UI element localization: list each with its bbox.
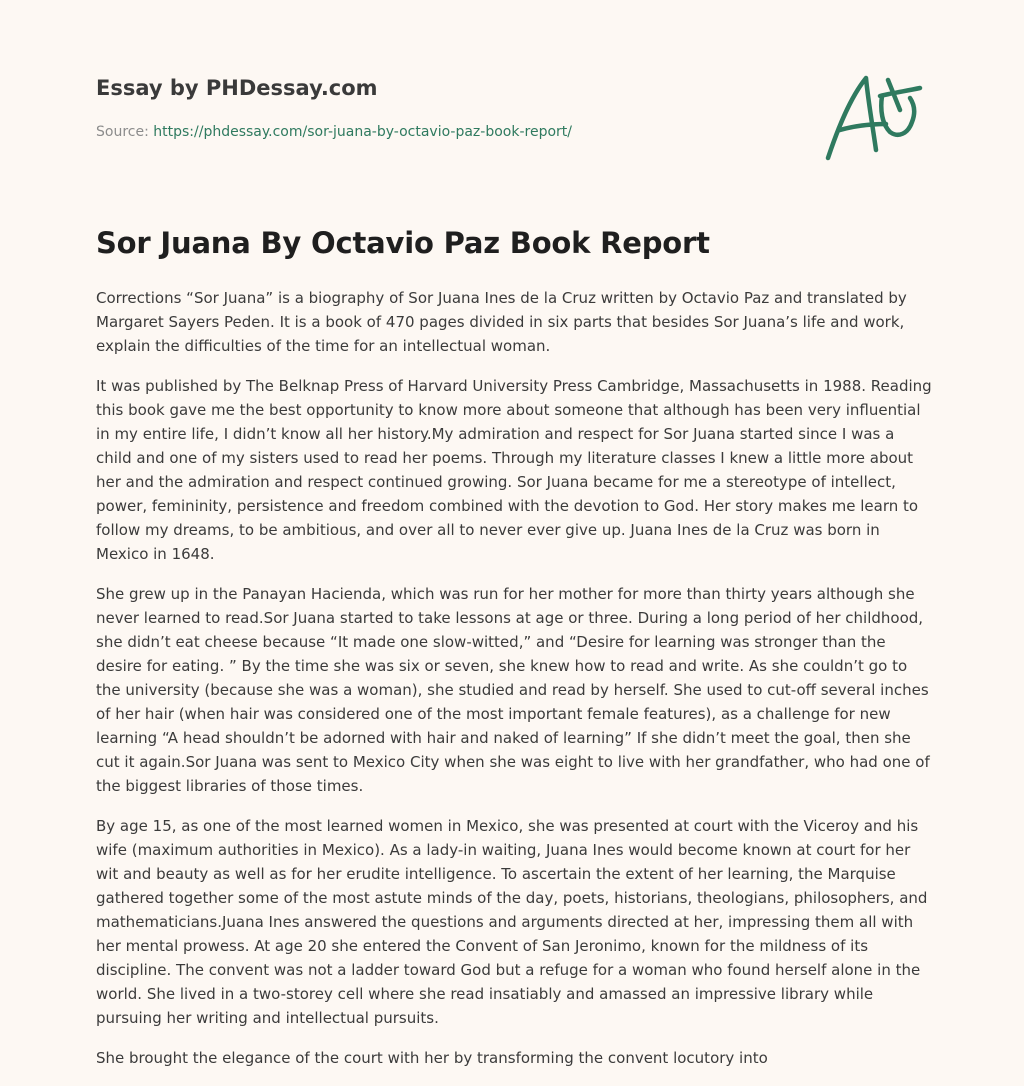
page-header [96,0,932,200]
source-link[interactable]: https://phdessay.com/sor-juana-by-octavio-paz-book-report/ [153,124,572,140]
a-plus-grade-icon [824,66,928,166]
paragraph: Corrections “Sor Juana” is a biography of Sor Juana Ines de la Cruz written by Octavio Paz and translated by Margaret Sayers Peden. It is a book of 470 pages divided in six parts that besides Sor Juana’s life and work, explain the difficulties of the time for an intellectual woman. [96,289,907,355]
paragraph: By age 15, as one of the most learned women in Mexico, she was presented at court with the Viceroy and his wife (maximum authorities in Mexico). As a lady-in waiting, Juana Ines would become known at court for her wit and beauty as well as for her erudite intelligence. To ascertain the extent of her learning, the Marquise gathered together some of the most astute minds of the day, poets, historians, theologians, philosophers, and mathematicians.Juana Ines answered the questions and arguments directed at her, impressing them all with her mental prowess. At age 20 she entered the Convent of San Jeronimo, known for the mildness of its discipline. The convent was not a ladder toward God but a refuge for a woman who found herself alone in the world. She lived in a two-storey cell where she read insatiably and amassed an impressive library while pursuing her writing and intellectual pursuits. [96,817,928,1027]
paragraph: She brought the elegance of the court with her by transforming the convent locutory into [96,1049,768,1067]
paragraph: It was published by The Belknap Press of Harvard University Press Cambridge, Massachusetts in 1988. Reading this book gave me the best opportunity to know more about someone that although has been very influential in my entire life, I didn’t know all her history.My admiration and respect for Sor Juana started since I was a child and one of my sisters used to read her poems. Through my literature classes I knew a little more about her and the admiration and respect continued growing. Sor Juana became for me a stereotype of intellect, power, femininity, persistence and freedom combined with the devotion to God. Her story makes me learn to follow my dreams, to be ambitious, and over all to never ever give up. Juana Ines de la Cruz was born in Mexico in 1648. [96,377,932,563]
paragraph: She grew up in the Panayan Hacienda, which was run for her mother for more than thirty years although she never learned to read.Sor Juana started to take lessons at age or three. During a long period of her childhood, she didn’t eat cheese because “It made one slow-witted,” and “Desire for learning was stronger than the desire for eating. ” By the time she was six or seven, she knew how to read and write. As she couldn’t go to the university (because she was a woman), she studied and read by herself. She used to cut-off several inches of her hair (when hair was considered one of the most important female features), as a challenge for new learning “A head shouldn’t be adorned with hair and naked of learning” If she didn’t meet the goal, then she cut it again.Sor Juana was sent to Mexico City when she was eight to live with her grandfather, who had one of the biggest libraries of those times. [96,585,930,795]
article-body [96,286,932,1086]
source-label: Source: [96,124,154,140]
source-line [96,124,572,140]
article-title: Sor Juana By Octavio Paz Book Report [96,226,710,260]
site-brand: Essay by PHDessay.com [96,76,378,100]
essay-page [96,0,932,1067]
